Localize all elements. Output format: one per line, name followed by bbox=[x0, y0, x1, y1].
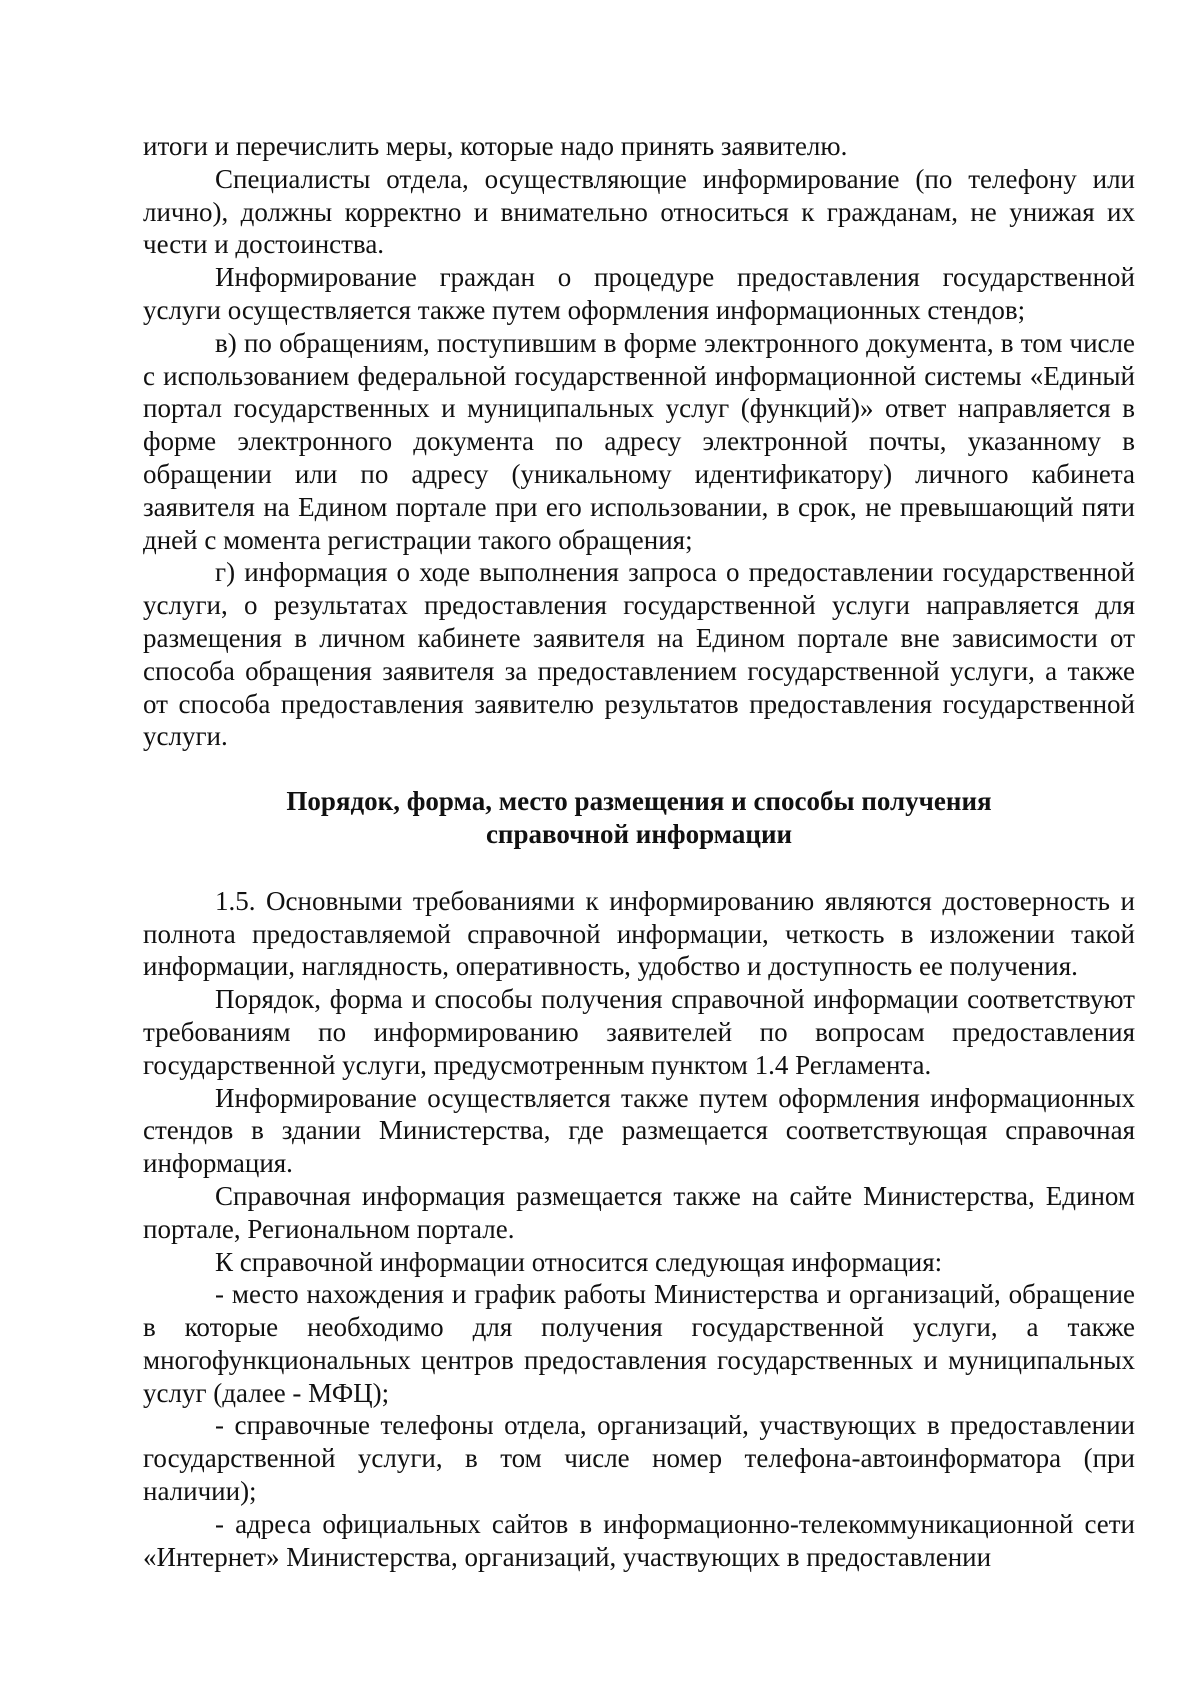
paragraph: в) по обращениям, поступившим в форме электронного документа, в том числе с использованием федеральной государственной информационной системы «Единый портал государственных и муниципальных услуг (функций)» ответ направляется в форме электронного документа по адресу электронной почты, указанному в обращении или по адресу (уникальному идентификатору) личного кабинета заявителя на Едином портале при его использовании, в срок, не превышающий пяти дней с момента регистрации такого обращения; bbox=[143, 327, 1135, 555]
paragraph: 1.5. Основными требованиями к информированию являются достоверность и полнота предоставляемой справочной информации, четкость в изложении такой информации, наглядность, оперативность, удобство и доступность ее получения. bbox=[143, 885, 1135, 982]
document-page bbox=[143, 130, 1135, 1573]
paragraph: Справочная информация размещается также на сайте Министерства, Едином портале, Региональном портале. bbox=[143, 1180, 1135, 1244]
list-item: - место нахождения и график работы Министерства и организаций, обращение в которые необходимо для получения государственной услуги, а также многофункциональных центров предоставления государственных и муниципальных услуг (далее - МФЦ); bbox=[143, 1279, 1135, 1408]
section-heading-line: справочной информации bbox=[485, 818, 793, 849]
paragraph: итоги и перечислить меры, которые надо принять заявителю. bbox=[143, 131, 848, 161]
list-item: - адреса официальных сайтов в информационно-телекоммуникационной сети «Интернет» Министерства, организаций, участвующих в предоставлении bbox=[143, 1508, 1135, 1572]
paragraph: г) информация о ходе выполнения запроса о предоставлении государственной услуги, о результатах предоставления государственной услуги направляется для размещения в личном кабинете заявителя на Едином портале вне зависимости от способа обращения заявителя за предоставлением государственной услуги, а также от способа предоставления заявителю результатов предоставления государственной услуги. bbox=[143, 557, 1135, 752]
paragraph: Порядок, форма и способы получения справочной информации соответствуют требованиям по информированию заявителей по вопросам предоставления государственной услуги, предусмотренным пунктом 1.4 Регламента. bbox=[143, 984, 1135, 1080]
paragraph: Информирование осуществляется также путем оформления информационных стендов в здании Министерства, где размещается соответствующая справочная информация. bbox=[143, 1082, 1135, 1179]
paragraph: К справочной информации относится следующая информация: bbox=[215, 1246, 943, 1277]
section-heading-line: Порядок, форма, место размещения и способы получения bbox=[286, 786, 992, 817]
paragraph: Информирование граждан о процедуре предоставления государственной услуги осуществляется также путем оформления информационных стендов; bbox=[143, 262, 1135, 325]
list-item: - справочные телефоны отдела, организаций, участвующих в предоставлении государственной услуги, в том числе номер телефона-автоинформатора (при наличии); bbox=[143, 1410, 1135, 1507]
section-heading bbox=[143, 785, 1135, 851]
paragraph: Специалисты отдела, осуществляющие информирование (по телефону или лично), должны корректно и внимательно относиться к гражданам, не унижая их чести и достоинства. bbox=[143, 163, 1135, 260]
